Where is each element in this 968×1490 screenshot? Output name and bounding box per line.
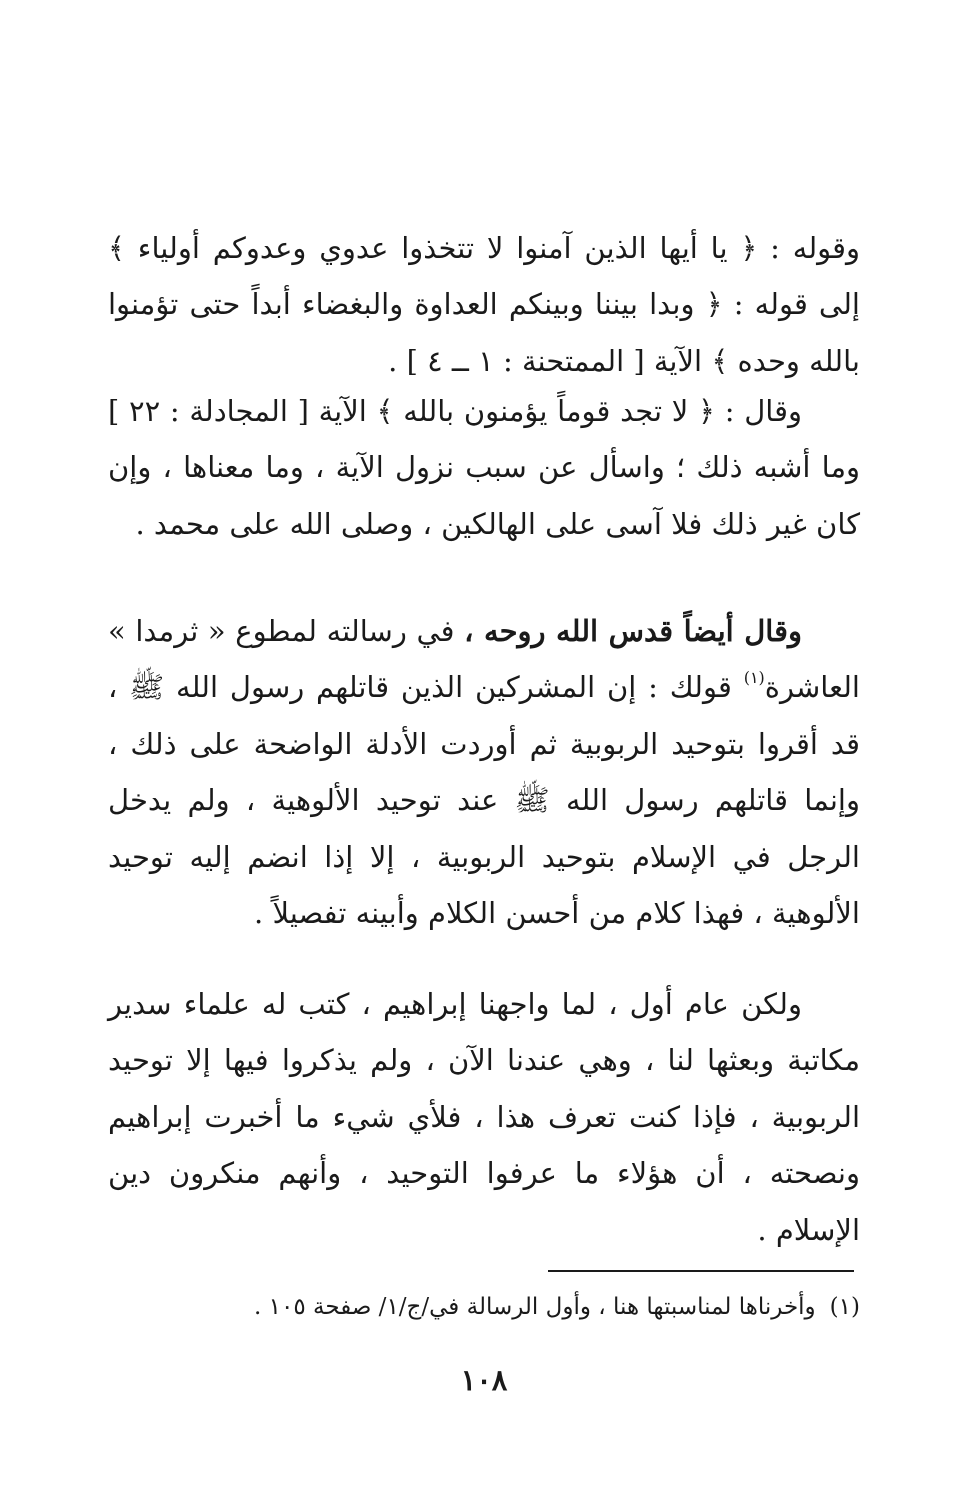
paragraph-text-part-2: قولك : إن المشركين الذين قاتلهم رسول الله ﷺ ، قد أقروا بتوحيد الربوبية ثم أوردت الأدلة الواضحة على ذلك ، وإنما قاتلهم رسول الله ﷺ عند توحيد الألوهية ، ولم يدخل الرجل في الإسلام بتوحيد الربوبية ، إلا إذا انضم إليه توحيد الألوهية ، فهذا كلام من أحسن الكلام وأبينه تفصيلاً . xyxy=(108,670,860,931)
footnote-marker: (١) xyxy=(743,668,765,688)
paragraph-lead-heading: وقال أيضاً قدس الله روحه ، xyxy=(464,614,802,648)
paragraph-text: وقال : ﴿ لا تجد قوماً يؤمنون بالله ﴾ الآية [ المجادلة : ٢٢ ] وما أشبه ذلك ؛ واسأل عن سبب نزول الآية ، وما معناها ، وإن كان غير ذلك فلا آسى على الهالكين ، وصلى الله على محمد . xyxy=(108,394,860,541)
paragraph-sudair-scholars xyxy=(108,976,860,1258)
paragraph-text-part-1: في رسالته لمطوع « ثرمدا » العاشرة xyxy=(108,614,860,705)
footnote xyxy=(108,1287,860,1327)
page-number: ١٠٨ xyxy=(460,1363,508,1397)
footnote-divider xyxy=(548,1270,854,1272)
paragraph-text: وقوله : ﴿ يا أيها الذين آمنوا لا تتخذوا عدوي وعدوكم أولياء ﴾ إلى قوله : ﴿ وبدا بيننا وبينكم العداوة والبغضاء أبداً حتى تؤمنوا بالله وحده ﴾ الآية [ الممتحنة : ١ ــ ٤ ] . xyxy=(108,231,860,378)
footnote-number: (١) xyxy=(829,1294,860,1320)
paragraph-quran-mujadila xyxy=(108,383,860,552)
paragraph-quran-mumtahina xyxy=(108,220,860,389)
paragraph-letter-thurmada xyxy=(108,603,860,941)
footnote-text: وأخرناها لمناسبتها هنا ، وأول الرسالة في/ج/١/ صفحة ١٠٥ . xyxy=(254,1294,816,1320)
paragraph-body xyxy=(108,603,860,941)
paragraph-text: ولكن عام أول ، لما واجهنا إبراهيم ، كتب له علماء سدير مكاتبة وبعثها لنا ، وهي عندنا الآن ، ولم يذكروا فيها إلا توحيد الربوبية ، فإذا كنت تعرف هذا ، فلأي شيء ما أخبرت إبراهيم ونصحته ، أن هؤلاء ما عرفوا التوحيد ، وأنهم منكرون دين الإسلام . xyxy=(108,987,860,1247)
